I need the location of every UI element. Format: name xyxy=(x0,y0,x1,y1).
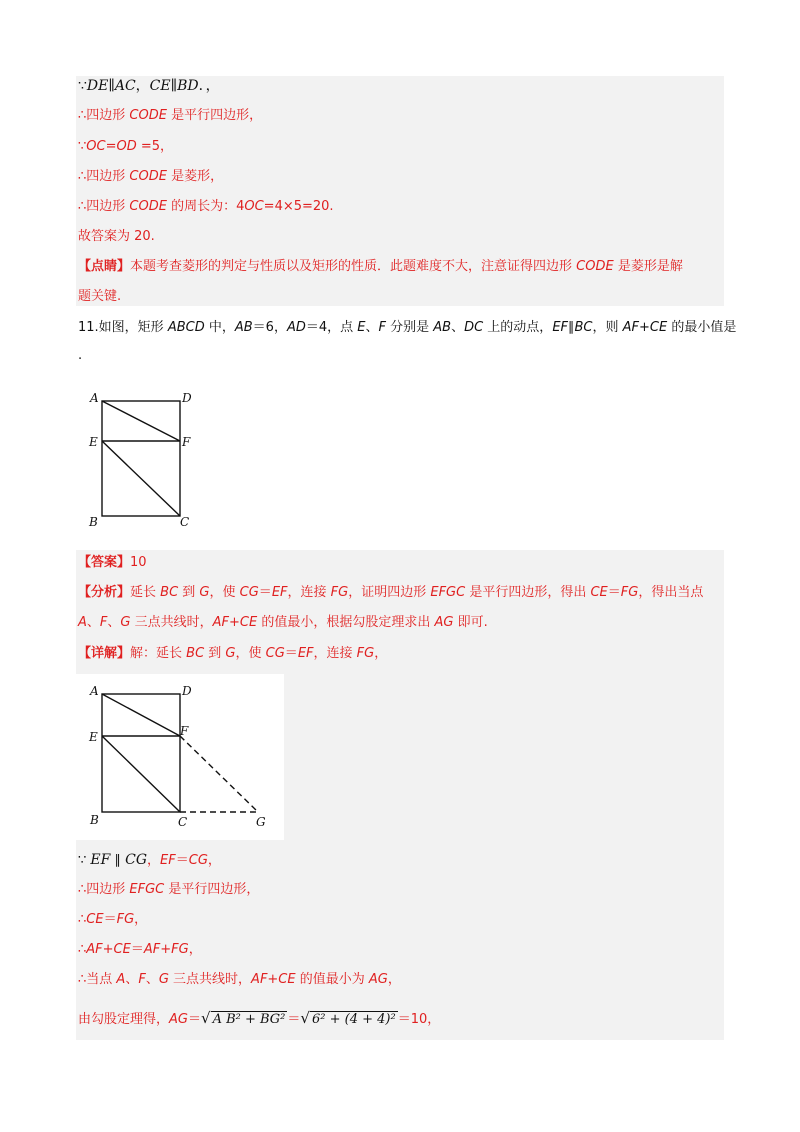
fig1-label-e: E xyxy=(89,435,98,449)
fig1-label-b: B xyxy=(89,515,98,529)
top-line-8: 题关键. xyxy=(78,289,122,304)
radicand-2: 6² + (4 + 4)² xyxy=(311,1012,396,1027)
proof-line-2: ∴四边形 EFGC 是平行四边形， xyxy=(78,882,260,897)
answer-line: 【答案】10 xyxy=(78,555,147,570)
proof-line-3: ∴CE＝FG， xyxy=(78,912,148,927)
fig1-label-a: A xyxy=(90,391,99,405)
radicand-1: A B² + BG² xyxy=(212,1012,286,1027)
fig2-label-b: B xyxy=(90,813,99,827)
fig2-label-f: F xyxy=(180,724,189,738)
figure-rectangle-1 xyxy=(84,388,204,530)
top-line-3: ∵OC=OD =5， xyxy=(78,139,174,154)
question-11-dot: . xyxy=(78,348,83,363)
analysis-line-1: 【分析】延长 BC 到 G，使 CG＝EF，连接 FG，证明四边形 EFGC 是平行四边形，得出 CE＝FG，得出当点 xyxy=(78,585,704,600)
top-line-7: 【点睛】本题考查菱形的判定与性质以及矩形的性质．此题难度不大，注意证得四边形 CODE 是菱形是解 xyxy=(78,259,683,274)
fig2-label-a: A xyxy=(90,684,99,698)
fig2-label-g: G xyxy=(256,815,266,829)
fig1-label-d: D xyxy=(182,391,192,405)
detail-line: 【详解】解：延长 BC 到 G，使 CG＝EF，连接 FG， xyxy=(78,646,388,661)
analysis-line-2: A、F、G 三点共线时，AF+CE 的值最小，根据勾股定理求出 AG 即可. xyxy=(78,615,488,630)
fig2-label-c: C xyxy=(178,815,188,829)
fig2-label-d: D xyxy=(182,684,192,698)
fig1-label-c: C xyxy=(180,515,190,529)
top-line-4: ∴四边形 CODE 是菱形， xyxy=(78,169,224,184)
proof-line-5: ∴当点 A、F、G 三点共线时，AF+CE 的值最小为 AG， xyxy=(78,972,401,987)
proof-line-1: ∵ EF ∥ CG，EF＝CG， xyxy=(78,852,221,868)
top-line-6: 故答案为 20. xyxy=(78,229,155,244)
proof-line-4: ∴AF+CE＝AF+FG， xyxy=(78,942,202,957)
fig2-label-e: E xyxy=(89,730,98,744)
fig1-label-f: F xyxy=(182,435,191,449)
figure-rectangle-2 xyxy=(84,678,280,834)
question-11: 11.如图，矩形 ABCD 中，AB＝6，AD＝4，点 E、F 分别是 AB、DC 上的动点，EF∥BC，则 AF+CE 的最小值是 xyxy=(78,320,737,335)
top-line-2: ∴四边形 CODE 是平行四边形， xyxy=(78,108,263,123)
proof-line-6: 由勾股定理得，AG＝√ A B² + BG² ＝√ 6² + (4 + 4)² ＝10， xyxy=(78,1009,441,1027)
sqrt-sign-2: √ xyxy=(300,1009,310,1027)
top-line-1: ∵DE∥AC，CE∥BD．， xyxy=(78,78,220,94)
sqrt-sign-1: √ xyxy=(201,1009,211,1027)
top-line-5: ∴四边形 CODE 的周长为：4OC=4×5=20. xyxy=(78,199,334,214)
